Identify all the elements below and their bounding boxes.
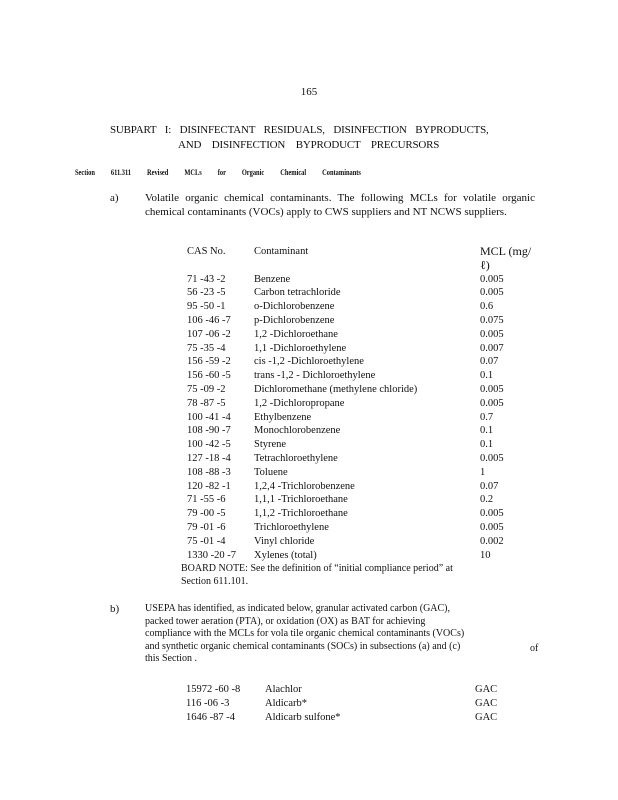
table-row (187, 355, 540, 369)
contaminant-cell: Trichloroethylene (254, 521, 329, 533)
contaminant-cell: Dichloromethane (methylene chloride) (254, 383, 418, 395)
table-row (187, 397, 540, 411)
table-row (186, 711, 497, 725)
para-b-text (145, 603, 545, 666)
bat-cell: GAC (475, 698, 498, 709)
voc-mcl-table (187, 245, 540, 562)
mcl-cell: 0.005 (480, 273, 504, 285)
contaminant-cell: 1,2 -Dichloropropane (254, 397, 345, 409)
contaminant-cell: Ethylbenzene (254, 411, 312, 423)
table-row (187, 549, 540, 563)
header-mcl: MCL (mg/ℓ) (480, 244, 532, 272)
cas-cell: 79 -01 -6 (187, 521, 226, 533)
contaminant-cell: Xylenes (total) (254, 549, 317, 561)
contaminant-cell: Aldicarb sulfone* (265, 712, 341, 723)
cas-cell: 56 -23 -5 (187, 287, 226, 299)
mcl-cell: 0.005 (480, 508, 504, 520)
section-heading: Section 611.311 Revised MCLs for Organic Chemical Contaminants (75, 168, 361, 177)
table-row (187, 273, 540, 287)
cas-cell: 1330 -20 -7 (187, 549, 236, 561)
para-b-line: packed tower aeration (PTA), or oxidation (OX) as BAT for achieving (145, 615, 426, 627)
subpart-title-line2: AND DISINFECTION BYPRODUCT PRECURSORS (178, 139, 440, 151)
cas-cell: 108 -88 -3 (187, 466, 231, 478)
mcl-cell: 0.005 (480, 383, 504, 395)
table-row (187, 521, 540, 535)
table-row (187, 424, 540, 438)
mcl-cell: 0.07 (480, 356, 499, 368)
cas-cell: 156 -60 -5 (187, 370, 231, 382)
contaminant-cell: Tetrachloroethylene (254, 452, 338, 464)
contaminant-cell: Styrene (254, 439, 287, 451)
header-cas: CAS No. (187, 246, 226, 257)
mcl-cell: 0.6 (480, 301, 494, 313)
bat-cell: GAC (475, 712, 498, 723)
mcl-cell: 0.7 (480, 411, 494, 423)
contaminant-cell: 1,1,1 -Trichloroethane (254, 494, 348, 506)
mcl-cell: 0.007 (480, 342, 504, 354)
table-row (187, 300, 540, 314)
table-row (187, 328, 540, 342)
table-row (186, 697, 497, 711)
para-b-line: this Section . (145, 653, 197, 665)
mcl-cell: 0.005 (480, 452, 504, 464)
table-row (187, 411, 540, 425)
cas-cell: 120 -82 -1 (187, 480, 231, 492)
table-row (187, 286, 540, 300)
mcl-cell: 0.005 (480, 521, 504, 533)
contaminant-cell: 1,1,2 -Trichloroethane (254, 508, 348, 520)
contaminant-cell: Vinyl chloride (254, 535, 315, 547)
contaminant-cell: 1,2 -Dichloroethane (254, 328, 338, 340)
cas-cell: 116 -06 -3 (186, 698, 230, 709)
cas-cell: 15972 -60 -8 (186, 684, 241, 695)
contaminant-cell: cis -1,2 -Dichloroethylene (254, 356, 364, 368)
table-row (187, 493, 540, 507)
table-row (187, 452, 540, 466)
cas-cell: 108 -90 -7 (187, 425, 231, 437)
mcl-cell: 0.07 (480, 480, 499, 492)
cas-cell: 127 -18 -4 (187, 452, 231, 464)
para-b-line: compliance with the MCLs for vola tile organic chemical contaminants (VOCs) (145, 628, 465, 640)
cas-cell: 71 -55 -6 (187, 494, 226, 506)
contaminant-cell: p-Dichlorobenzene (254, 314, 335, 326)
cas-cell: 1646 -87 -4 (186, 712, 235, 723)
cas-cell: 75 -01 -4 (187, 535, 226, 547)
cas-cell: 78 -87 -5 (187, 397, 226, 409)
bat-table (186, 683, 497, 725)
cas-cell: 75 -35 -4 (187, 342, 226, 354)
page-number: 165 (300, 86, 318, 98)
table-row (187, 369, 540, 383)
table-row (187, 314, 540, 328)
table-row (187, 383, 540, 397)
table-row (187, 466, 540, 480)
para-b-marker: b) (110, 603, 120, 615)
contaminant-cell: trans -1,2 - Dichloroethylene (254, 370, 376, 382)
cas-cell: 100 -42 -5 (187, 439, 231, 451)
mcl-cell: 1 (480, 466, 486, 478)
cas-cell: 71 -43 -2 (187, 273, 226, 285)
cas-cell: 95 -50 -1 (187, 301, 226, 313)
para-b-line: USEPA has identified, as indicated below, granular activated carbon (GAC), (145, 603, 451, 614)
header-contaminant: Contaminant (254, 246, 309, 257)
mcl-cell: 0.1 (480, 370, 494, 382)
cas-cell: 75 -09 -2 (187, 383, 226, 395)
contaminant-cell: 1,2,4 -Trichlorobenzene (254, 480, 355, 492)
mcl-cell: 0.002 (480, 535, 504, 547)
mcl-cell: 0.2 (480, 494, 494, 506)
table-row (186, 683, 497, 697)
mcl-cell: 0.005 (480, 397, 504, 409)
contaminant-cell: Benzene (254, 273, 291, 285)
para-a-marker: a) (110, 192, 119, 204)
board-note: BOARD NOTE: See the definition of “initial compliance period” at Section 611.101. (181, 563, 453, 587)
para-b-line: and synthetic organic chemical contaminants (SOCs) in subsections (a) and (c) (145, 640, 461, 652)
cas-cell: 107 -06 -2 (187, 328, 231, 340)
para-b-line-tail: of (530, 643, 539, 654)
mcl-cell: 10 (480, 549, 491, 561)
table-header-row (187, 245, 540, 273)
table-row (187, 535, 540, 549)
mcl-cell: 0.1 (480, 425, 494, 437)
para-a-text: Volatile organic chemical contaminants. The following MCLs for volatile organic chemical contaminants (VOCs) apply to CWS suppliers and NT NCWS suppliers. (145, 192, 535, 218)
contaminant-cell: Carbon tetrachloride (254, 287, 341, 299)
table-row (187, 438, 540, 452)
table-row (187, 507, 540, 521)
contaminant-cell: Toluene (254, 466, 288, 478)
mcl-cell: 0.1 (480, 439, 494, 451)
contaminant-cell: Aldicarb* (265, 698, 307, 709)
table-row (187, 342, 540, 356)
mcl-cell: 0.075 (480, 314, 504, 326)
cas-cell: 100 -41 -4 (187, 411, 231, 423)
cas-cell: 156 -59 -2 (187, 356, 231, 368)
bat-cell: GAC (475, 684, 498, 695)
contaminant-cell: Monochlorobenzene (254, 425, 341, 437)
contaminant-cell: 1,1 -Dichloroethylene (254, 342, 347, 354)
cas-cell: 79 -00 -5 (187, 508, 226, 520)
subpart-title-line1: SUBPART I: DISINFECTANT RESIDUALS, DISINFECTION BYPRODUCTS, (110, 124, 489, 136)
contaminant-cell: o-Dichlorobenzene (254, 301, 335, 313)
cas-cell: 106 -46 -7 (187, 314, 231, 326)
contaminant-cell: Alachlor (265, 684, 302, 695)
mcl-cell: 0.005 (480, 328, 504, 340)
mcl-cell: 0.005 (480, 287, 504, 299)
table-row (187, 480, 540, 494)
